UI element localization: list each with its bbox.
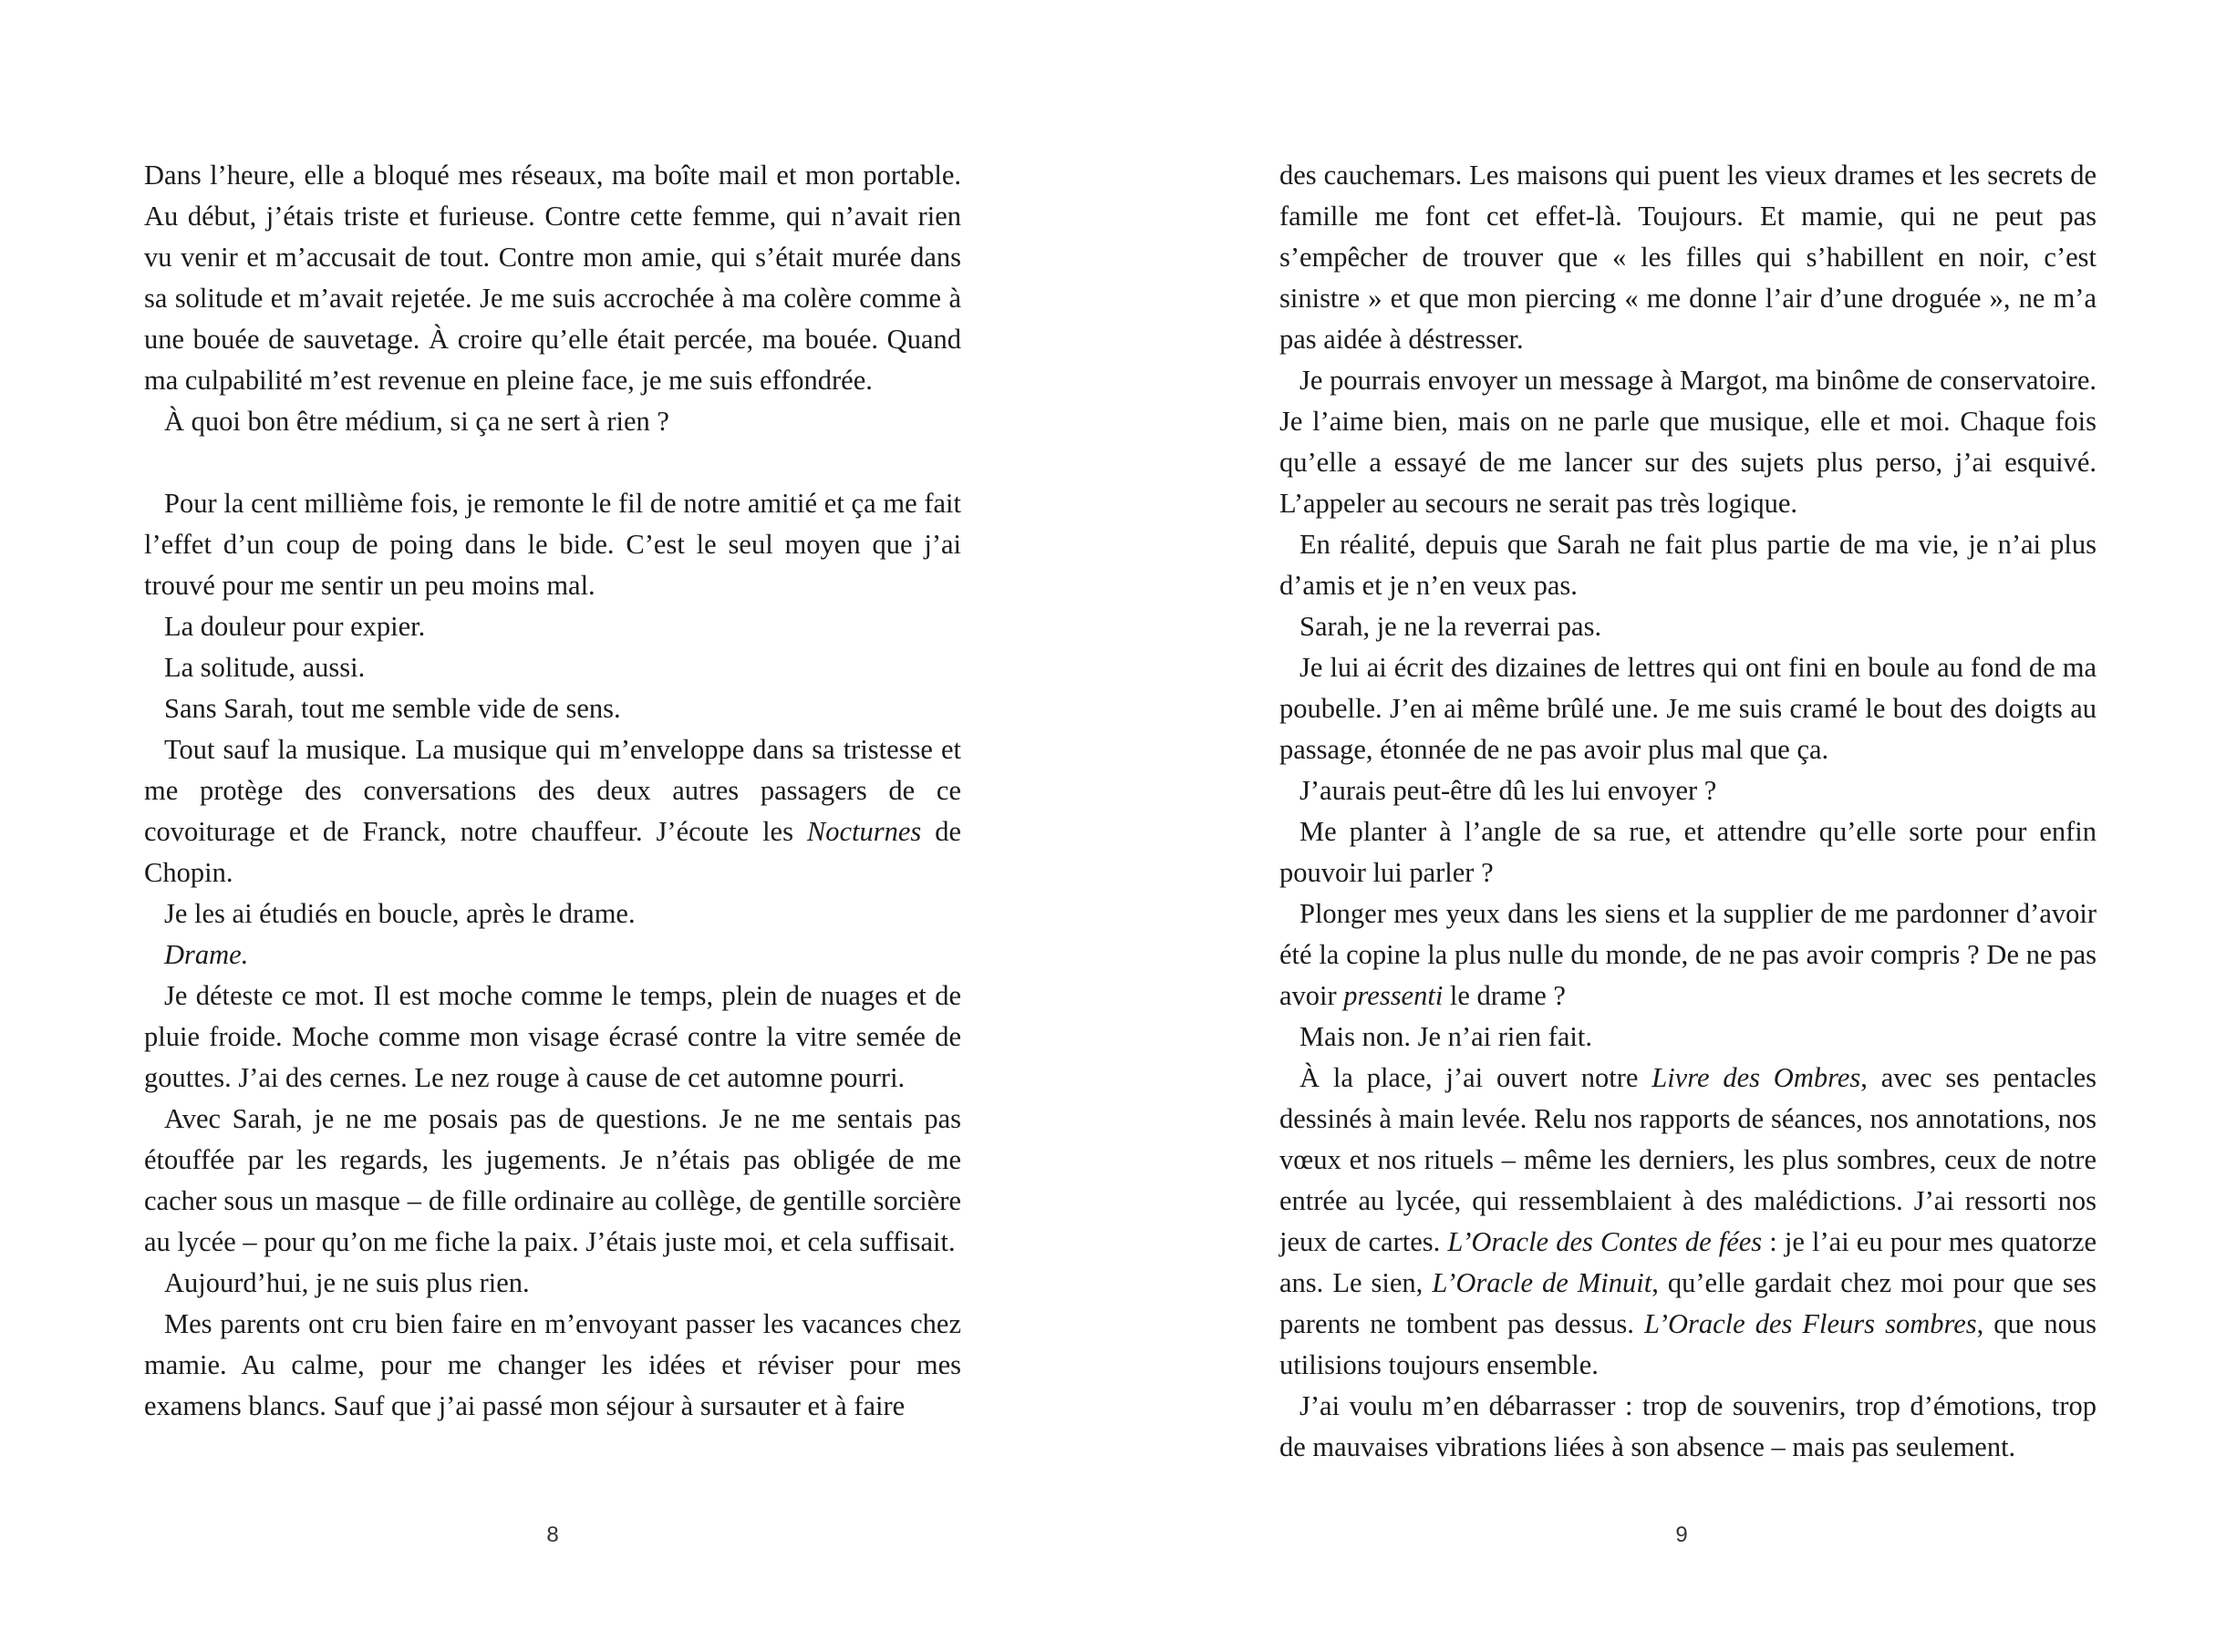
paragraph: Je déteste ce mot. Il est moche comme le temps, plein de nuages et de pluie froide. Moche comme mon visage écrasé contre la vitre semée de gouttes. J’ai des cernes. Le nez rouge à cause de cet automne pourri. [144,980,961,1093]
paragraph: À quoi bon être médium, si ça ne sert à rien ? [164,406,669,437]
paragraph: Mes parents ont cru bien faire en m’envoyant passer les vacances chez mamie. Au calme, pour me changer les idées et réviser pour mes examens blancs. Sauf que j’ai passé mon séjour à sursauter et à faire [144,1308,961,1421]
paragraph [144,729,961,893]
paragraph: En réalité, depuis que Sarah ne fait plus partie de ma vie, je n’ai plus d’amis et je n’en veux pas. [1279,529,2097,601]
paragraph: Je pourrais envoyer un message à Margot, ma binôme de conservatoire. Je l’aime bien, mais on ne parle que musique, elle et moi. Chaque fois qu’elle a essayé de me lancer sur des sujets plus perso, j’ai esquivé. L’appeler au secours ne serait pas très logique. [1279,365,2097,519]
right-page [1113,0,2226,1652]
paragraph [144,934,961,976]
text-run: , qu’elle gardait chez moi pour que ses parents ne tombent pas dessus. [1279,1267,2097,1339]
paragraph: Avec Sarah, je ne me posais pas de questions. Je ne me sentais pas étouffée par les regards, les jugements. Je n’étais pas obligée de me cacher sous un masque – de fille ordinaire au collège, de gentille sorcière au lycée – pour qu’on me fiche la paix. J’étais juste moi, et cela suffisait. [144,1103,961,1257]
right-page-text [1279,155,2097,1468]
text-run: Plonger mes yeux dans les siens et la supplier de me pardonner d’avoir été la copine la plus nulle du monde, de ne pas avoir compris ? De ne pas avoir [1279,898,2097,1011]
italic-title: L’Oracle de Minuit [1432,1267,1652,1298]
italic-title: Livre des Ombres [1651,1062,1861,1093]
text-run: , que nous utilisions toujours ensemble. [1279,1308,2097,1380]
paragraph: Je lui ai écrit des dizaines de lettres qui ont fini en boule au fond de ma poubelle. J’en ai même brûlé une. Je me suis cramé le bout des doigts au passage, étonnée de ne pas avoir plus mal que ça. [1279,652,2097,765]
text-run: de Chopin. [144,816,961,888]
paragraph: La douleur pour expier. [164,611,426,642]
text-run: : je l’ai eu pour mes quatorze ans. Le sien, [1279,1226,2097,1298]
paragraph: Sarah, je ne la reverrai pas. [1299,611,1602,642]
paragraph: Pour la cent millième fois, je remonte le fil de notre amitié et ça me fait l’effet d’un coup de poing dans le bide. C’est le seul moyen que j’ai trouvé pour me sentir un peu moins mal. [144,488,961,601]
text-run: À la place, j’ai ouvert notre [1299,1062,1652,1093]
paragraph: J’ai voulu m’en débarrasser : trop de souvenirs, trop d’émotions, trop de mauvaises vibrations liées à son absence – mais pas seulement. [1279,1390,2097,1462]
text-run: Tout sauf la musique. La musique qui m’enveloppe dans sa tristesse et me protège des conversations des deux autres passagers de ce covoiturage et de Franck, notre chauffeur. J’écoute les [144,734,961,847]
text-run: , avec ses pentacles dessinés à main levée. Relu nos rapports de séances, nos annotations, nos vœux et nos rituels – même les derniers, les plus sombres, ceux de notre entrée au lycée, qui ressemblaient à des malédictions. J’ai ressorti nos jeux de cartes. [1279,1062,2097,1257]
paragraph: Mais non. Je n’ai rien fait. [1299,1021,1593,1052]
paragraph: des cauchemars. Les maisons qui puent les vieux drames et les secrets de famille me font cet effet-là. Toujours. Et mamie, qui ne peut pas s’empêcher de trouver que « les filles qui s’habillent en noir, c’est sinistre » et que mon piercing « me donne l’air d’une droguée », ne m’a pas aidée à déstresser. [1279,160,2097,355]
paragraph [1279,1058,2097,1386]
italic-title: L’Oracle des Fleurs sombres [1643,1308,1977,1339]
left-page-text [144,155,961,1427]
paragraph: Aujourd’hui, je ne suis plus rien. [164,1267,530,1298]
text-run: le drame ? [1443,980,1566,1011]
italic-word: Drame. [164,939,249,970]
paragraph: Sans Sarah, tout me semble vide de sens. [164,693,621,724]
page-number: 8 [546,1523,559,1547]
italic-title: L’Oracle des Contes de fées [1447,1226,1763,1257]
paragraph: J’aurais peut-être dû les lui envoyer ? [1299,775,1717,806]
paragraph: Dans l’heure, elle a bloqué mes réseaux, ma boîte mail et mon portable. Au début, j’étais triste et furieuse. Contre cette femme, qui n’avait rien vu venir et m’accusait de tout. Contre mon amie, qui s’était murée dans sa solitude et m’avait rejetée. Je me suis accrochée à ma colère comme à une bouée de sauvetage. À croire qu’elle était percée, ma bouée. Quand ma culpabilité m’est revenue en pleine face, je me suis effondrée. [144,160,961,396]
paragraph: Je les ai étudiés en boucle, après le drame. [164,898,636,929]
italic-word: pressenti [1343,980,1444,1011]
paragraph: Me planter à l’angle de sa rue, et attendre qu’elle sorte pour enfin pouvoir lui parler ? [1279,816,2097,888]
paragraph: La solitude, aussi. [164,652,366,683]
paragraph [1279,893,2097,1017]
page-number: 9 [1675,1523,1688,1547]
italic-title: Nocturnes [806,816,922,847]
